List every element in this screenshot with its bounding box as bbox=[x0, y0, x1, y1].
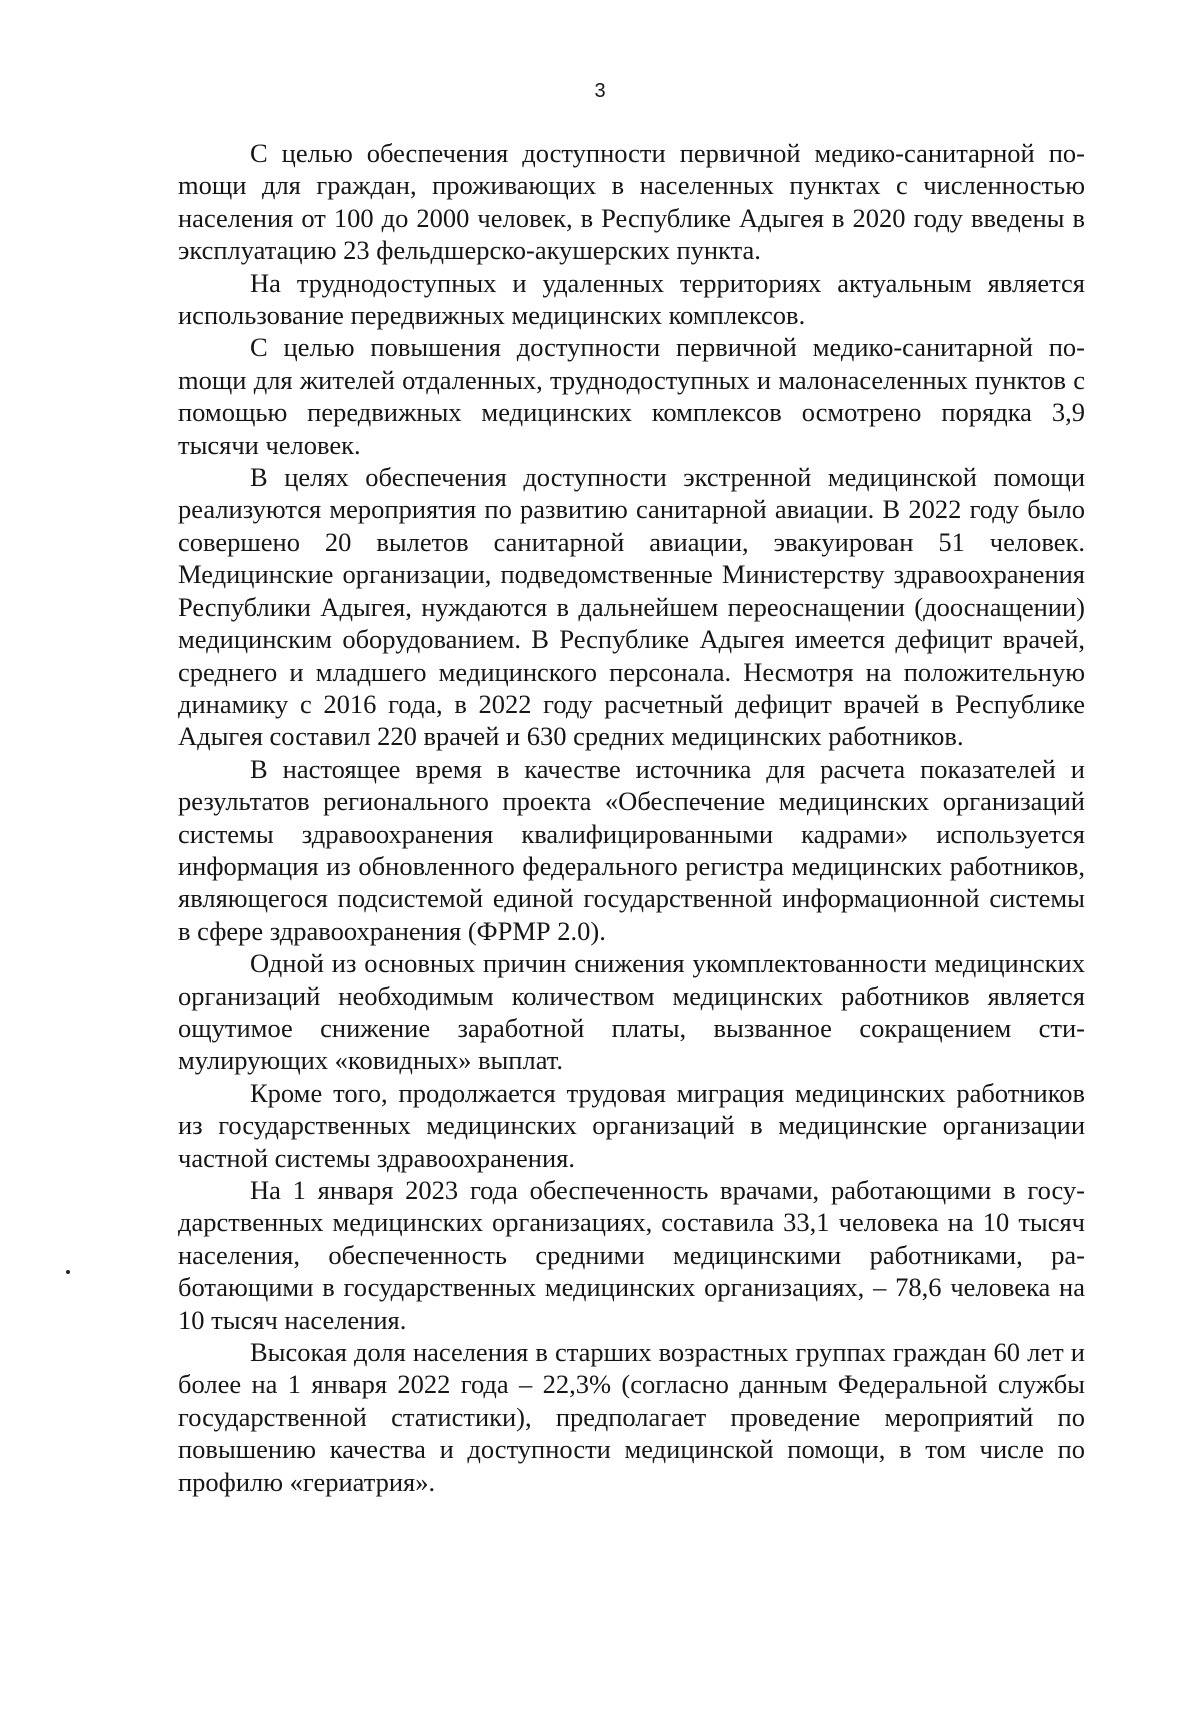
paragraph-labor-migration: Кроме того, продолжается трудовая миграция медицинских работников из государственных медицинских организаций в медицинские организации частной системы здравоохранения. bbox=[178, 1077, 1085, 1173]
paragraph-sanitary-aviation: В целях обеспечения доступности экстренной медицинской помощи реализуются мероприятия по развитию санитарной авиации. В 2022 году было совершено 20 вылетов санитарной авиации, эвакуирован 51 человек. Медицинские организации, подведомственные Министерству здравоохранения Республики Адыгея, нуждаются в дальнейшем переоснащении (дооснащении) медицинским оборудованием. В Республике Адыгея имеется дефицит врачей, среднего и младшего медицинского персонала. Несмотря на положительную динамику с 2016 года, в 2022 году расчетный дефицит врачей в Республике Адыгея составил 220 врачей и 630 средних медицинских работников. bbox=[178, 462, 1085, 752]
document-body bbox=[178, 137, 1085, 1498]
paragraph-staffing-reasons: Одной из основных причин снижения укомплектованности медицинских организаций необходимым количеством медицинских работников является ощутимое снижение заработной платы, вызванное сокращением стимулирующих «ковидных» выплат. bbox=[178, 948, 1085, 1076]
paragraph-staffing-ratios: На 1 января 2023 года обеспеченность врачами, работающими в государственных медицинских организациях, составила 33,1 человека на 10 тысяч населения, обеспеченность средними медицинскими работниками, работающими в государственных медицинских организациях, – 78,6 человека на 10 тысяч населения. bbox=[178, 1175, 1085, 1335]
paragraph-mobile-complexes: На труднодоступных и удаленных территориях актуальным является использование передвижных медицинских комплексов. bbox=[178, 267, 1085, 331]
page-number: 3 bbox=[594, 80, 606, 102]
paragraph-fap-construction: С целью обеспечения доступности первичной медико-санитарной поmощи для граждан, проживающих в населенных пунктах с численностью населения от 100 до 2000 человек, в Республике Адыгея в 2020 году введены в эксплуатацию 23 фельдшерско-акушерских пункта. bbox=[178, 138, 1085, 266]
paragraph-fRMR-registry: В настоящее время в качестве источника для расчета показателей и результатов регионального проекта «Обеспечение медицинских организаций системы здравоохранения квалифицированными кадрами» используется информация из обновленного федерального регистра медицинских работников, являющегося подсистемой единой государственной информационной системы в сфере здравоохранения (ФРМР 2.0). bbox=[178, 753, 1085, 946]
paragraph-elderly-population: Высокая доля населения в старших возрастных группах граждан 60 лет и более на 1 января 2022 года – 22,3% (согласно данным Федеральной службы государственной статистики), предполагает проведение мероприятий по повышению качества и доступности медицинской помощи, в том числе по профилю «гериатрия». bbox=[178, 1337, 1085, 1497]
paragraph-mobile-examinations: С целью повышения доступности первичной медико-санитарной поmощи для жителей отдаленных, труднодоступных и малонаселенных пунктов с помощью передвижных медицинских комплексов осмотрено порядка 3,9 тысячи человек. bbox=[178, 332, 1085, 460]
margin-mark bbox=[66, 1270, 70, 1274]
